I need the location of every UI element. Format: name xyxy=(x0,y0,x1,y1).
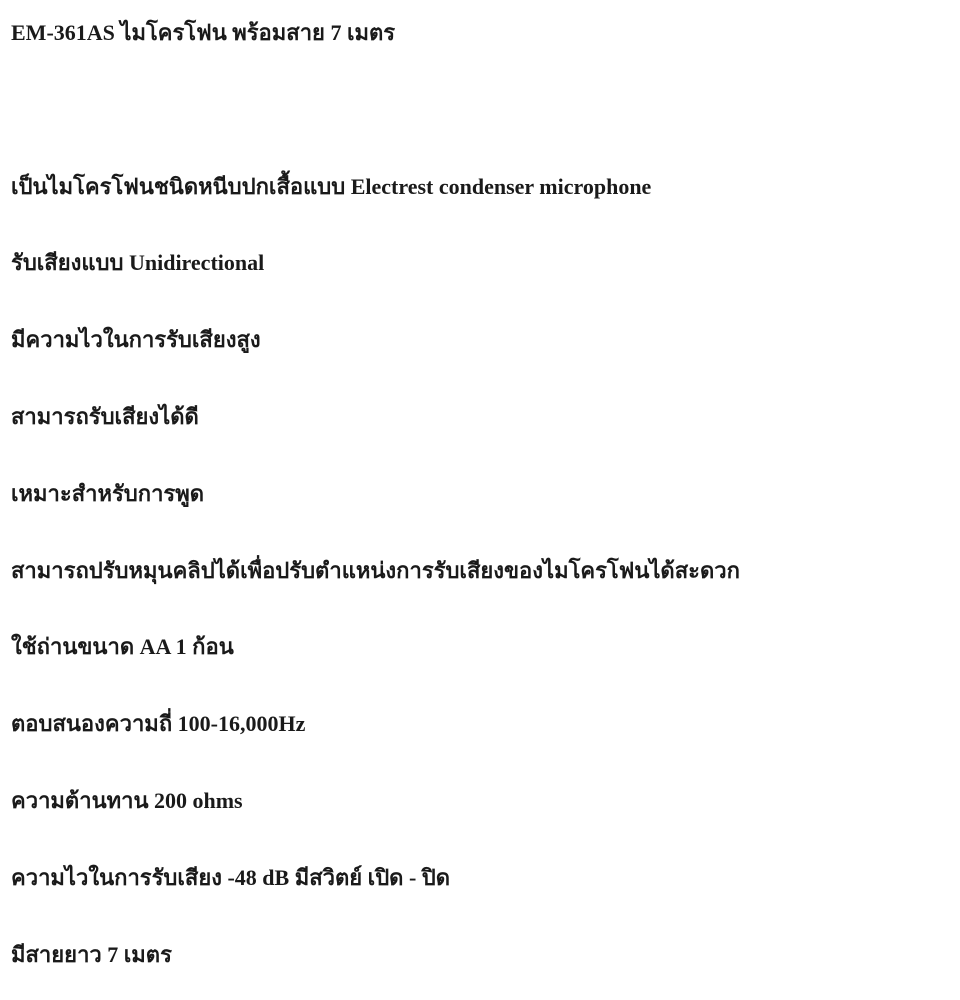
feature-line: ตอบสนองความถี่ 100-16,000Hz xyxy=(11,711,306,736)
feature-line: ความไวในการรับเสียง -48 dB มีสวิตย์ เปิด - ปิด xyxy=(11,865,451,890)
feature-line: ใช้ถ่านขนาด AA 1 ก้อน xyxy=(11,634,234,659)
feature-line: เป็นไมโครโฟนชนิดหนีบปกเสื้อแบบ Electrest condenser microphone xyxy=(11,174,652,199)
feature-line: สามารถรับเสียงได้ดี xyxy=(11,404,199,429)
feature-line: รับเสียงแบบ Unidirectional xyxy=(11,250,265,275)
page-title: EM-361AS ไมโครโฟน พร้อมสาย 7 เมตร xyxy=(11,20,396,45)
feature-line: เหมาะสำหรับการพูด xyxy=(11,481,205,506)
feature-line: สามารถปรับหมุนคลิปได้เพื่อปรับตำแหน่งการรับเสียงของไมโครโฟนได้สะดวก xyxy=(11,558,740,583)
feature-line: มีความไวในการรับเสียงสูง xyxy=(11,327,261,352)
feature-line: มีสายยาว 7 เมตร xyxy=(11,942,172,967)
feature-line: ความต้านทาน 200 ohms xyxy=(11,788,243,813)
